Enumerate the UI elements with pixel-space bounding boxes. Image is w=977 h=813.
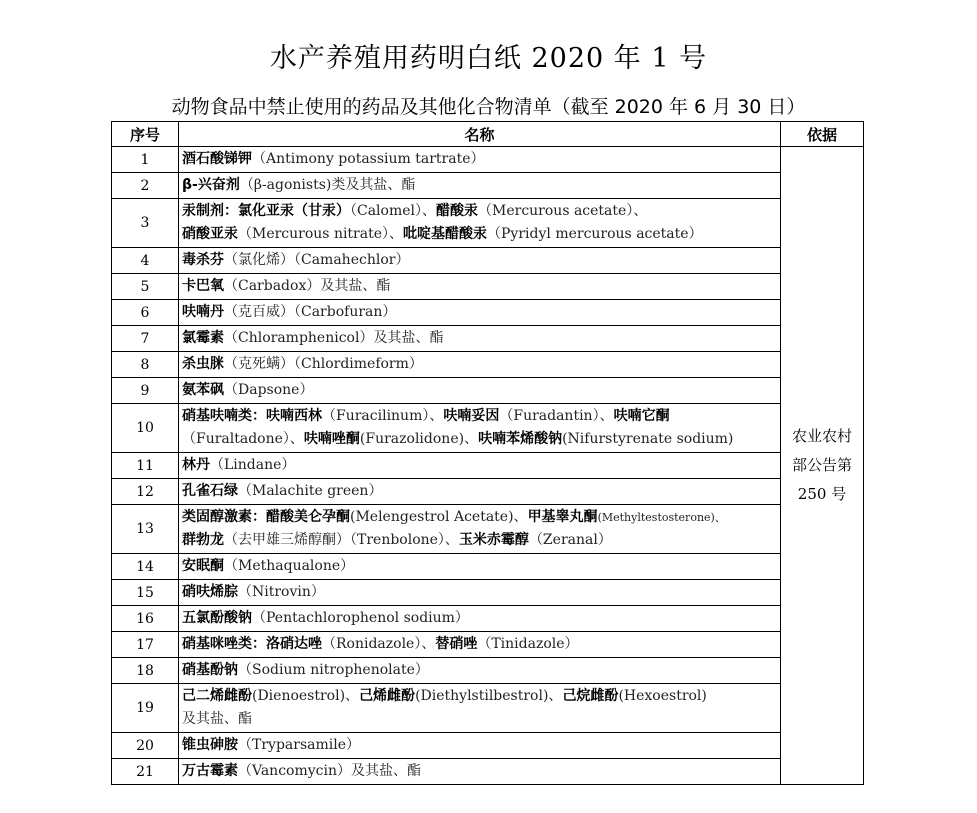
row-number: 3	[112, 199, 179, 248]
substance-term: 己烷雌酚	[562, 688, 619, 704]
table-row	[112, 632, 864, 658]
substance-term: 醋酸汞	[436, 203, 479, 219]
row-number: 17	[112, 632, 179, 658]
substance-name	[179, 684, 781, 733]
table-row	[112, 274, 864, 300]
row-number: 8	[112, 352, 179, 378]
substance-term: 群勃龙	[182, 532, 224, 548]
substance-name	[179, 199, 781, 248]
substance-term: 孔雀石绿	[182, 483, 238, 499]
name-line	[182, 379, 780, 402]
document-subtitle: 动物食品中禁止使用的药品及其他化合物清单（截至 2020 年 6 月 30 日）	[171, 96, 806, 118]
substance-term: 硝基呋喃类：	[182, 408, 266, 424]
table-row	[112, 378, 864, 404]
substance-name	[179, 352, 781, 378]
table-row	[112, 173, 864, 199]
table-row	[112, 248, 864, 274]
substance-detail: （Carbadox）及其盐、酯	[224, 278, 391, 294]
name-line	[182, 555, 780, 578]
header-basis: 依据	[781, 122, 864, 147]
row-number: 19	[112, 684, 179, 733]
substance-term: 甲基睾丸酮	[527, 509, 598, 525]
table-row	[112, 733, 864, 759]
substance-name	[179, 326, 781, 352]
substance-term: 类固醇激素：	[182, 509, 266, 525]
substance-detail: (Diethylstilbestrol)、	[415, 688, 563, 704]
name-line	[182, 607, 780, 630]
substance-term: 硝基酚钠	[182, 662, 238, 678]
substance-term: 醋酸美仑孕酮	[266, 509, 350, 525]
substance-term: 氯化亚汞（甘汞）	[238, 203, 350, 219]
substance-name	[179, 632, 781, 658]
name-line	[182, 405, 780, 428]
row-number: 14	[112, 554, 179, 580]
name-line	[182, 480, 780, 503]
row-number: 20	[112, 733, 179, 759]
substance-detail: （氯化烯）（Camahechlor）	[224, 252, 410, 268]
substance-term: 己烯雌酚	[359, 688, 416, 704]
substance-detail: （Malachite green）	[238, 483, 383, 499]
substance-name	[179, 733, 781, 759]
name-line	[182, 659, 780, 682]
substance-name	[179, 274, 781, 300]
substance-name	[179, 300, 781, 326]
substance-term: 呋喃西林	[266, 408, 322, 424]
substance-term: 安眠酮	[182, 558, 224, 574]
substance-detail: （Antimony potassium tartrate）	[252, 151, 485, 167]
substance-detail: （Furaltadone）、	[182, 431, 304, 447]
substance-name	[179, 147, 781, 173]
substance-term: 己二烯雌酚	[182, 688, 252, 704]
substance-detail: （Pentachlorophenol sodium）	[252, 610, 469, 626]
substance-term: 呋喃妥因	[443, 408, 500, 424]
row-number: 13	[112, 505, 179, 554]
table-body	[112, 147, 864, 785]
substance-detail: （Vancomycin）及其盐、酯	[238, 763, 421, 779]
document-title: 水产养殖用药明白纸 2020 年 1 号	[269, 43, 708, 74]
table-row	[112, 554, 864, 580]
substance-term: 硝酸亚汞	[182, 226, 238, 242]
substance-detail: （Zeranal）	[528, 532, 612, 548]
substance-term: 万古霉素	[182, 763, 238, 779]
substance-term: 氯霉素	[182, 330, 224, 346]
substance-term: 锥虫砷胺	[182, 737, 238, 753]
name-line	[182, 685, 780, 708]
substance-term: 酒石酸锑钾	[182, 151, 252, 167]
substance-term: 氨苯砜	[182, 382, 224, 398]
substance-detail: (Hexoestrol)	[618, 688, 707, 704]
substance-detail: （Nitrovin）	[238, 584, 325, 600]
name-line	[182, 428, 780, 451]
substance-term: 呋喃唑酮	[303, 431, 360, 447]
substance-name	[179, 173, 781, 199]
substance-term: 硝呋烯腙	[182, 584, 238, 600]
name-line	[182, 275, 780, 298]
table-row	[112, 199, 864, 248]
basis-line: 250 号	[797, 485, 847, 503]
name-line	[182, 529, 780, 552]
table-row	[112, 505, 864, 554]
table-row	[112, 352, 864, 378]
substance-term: 呋喃它酮	[613, 408, 670, 424]
substance-term: 卡巴氧	[182, 278, 224, 294]
row-number: 21	[112, 759, 179, 785]
banned-substances-table	[111, 121, 864, 785]
substance-detail: （Furadantin）、	[499, 408, 614, 424]
name-line	[182, 200, 780, 223]
table-row	[112, 147, 864, 173]
substance-term: 呋喃丹	[182, 304, 224, 320]
row-number: 18	[112, 658, 179, 684]
substance-detail: (Melengestrol Acetate)、	[350, 509, 528, 525]
substance-name	[179, 658, 781, 684]
substance-term: 玉米赤霉醇	[458, 532, 529, 548]
substance-name	[179, 453, 781, 479]
name-line	[182, 506, 780, 529]
substance-detail: （Ronidazole）、	[322, 636, 436, 652]
row-number: 7	[112, 326, 179, 352]
table-row	[112, 404, 864, 453]
substance-detail: （Tinidazole）	[477, 636, 579, 652]
row-number: 5	[112, 274, 179, 300]
substance-detail: （Furacilinum）、	[322, 408, 444, 424]
row-number: 11	[112, 453, 179, 479]
substance-detail: （Chloramphenicol）及其盐、酯	[224, 330, 444, 346]
substance-detail: (Dienoestrol)、	[252, 688, 360, 704]
substance-detail: (Nifurstyrenate sodium)	[562, 431, 734, 447]
substance-detail: 及其盐、酯	[182, 711, 252, 727]
substance-name	[179, 554, 781, 580]
substance-name	[179, 404, 781, 453]
substance-name	[179, 248, 781, 274]
substance-term: 硝基咪唑类：	[182, 636, 266, 652]
substance-detail: （Mercurous nitrate）、	[238, 226, 404, 242]
substance-name	[179, 505, 781, 554]
substance-detail: （Methaqualone）	[224, 558, 355, 574]
row-number: 10	[112, 404, 179, 453]
name-line	[182, 301, 780, 324]
name-line	[182, 223, 780, 246]
substance-term: 杀虫脒	[182, 356, 224, 372]
table-row	[112, 326, 864, 352]
substance-name	[179, 606, 781, 632]
substance-detail: （去甲雄三烯醇酮）（Trenbolone）、	[224, 532, 459, 548]
table-row	[112, 580, 864, 606]
basis-line: 农业农村	[791, 427, 852, 445]
row-number: 9	[112, 378, 179, 404]
substance-term: 五氯酚酸钠	[182, 610, 252, 626]
substance-detail: （β-agonists)类及其盐、酯	[239, 177, 416, 193]
name-line	[182, 454, 780, 477]
name-line	[182, 148, 780, 171]
substance-detail: （克死螨）（Chlordimeform）	[224, 356, 423, 372]
name-line	[182, 353, 780, 376]
table-row	[112, 606, 864, 632]
substance-detail: （Calomel）、	[350, 203, 437, 219]
substance-detail: （Lindane）	[210, 457, 296, 473]
table-row	[112, 658, 864, 684]
name-line	[182, 581, 780, 604]
substance-detail: (Methyltestosterone)、	[597, 511, 726, 524]
name-line	[182, 708, 780, 731]
substance-detail: （Dapsone）	[224, 382, 314, 398]
basis-cell	[781, 147, 864, 785]
header-no: 序号	[112, 122, 179, 147]
substance-detail: （Pyridyl mercurous acetate）	[487, 226, 703, 242]
substance-name	[179, 759, 781, 785]
substance-detail: （克百威）（Carbofuran）	[224, 304, 397, 320]
substance-detail: （Sodium nitrophenolate）	[238, 662, 429, 678]
substance-name	[179, 378, 781, 404]
substance-term: 洛硝达唑	[266, 636, 322, 652]
header-name: 名称	[179, 122, 781, 147]
substance-term: 替硝唑	[435, 636, 478, 652]
substance-detail: （Mercurous acetate）、	[478, 203, 648, 219]
row-number: 1	[112, 147, 179, 173]
row-number: 4	[112, 248, 179, 274]
substance-term: 吡啶基醋酸汞	[403, 226, 488, 242]
substance-name	[179, 479, 781, 505]
name-line	[182, 327, 780, 350]
table-row	[112, 479, 864, 505]
substance-term: β-兴奋剂	[182, 177, 240, 193]
row-number: 15	[112, 580, 179, 606]
table-row	[112, 453, 864, 479]
name-line	[182, 633, 780, 656]
name-line	[182, 249, 780, 272]
basis-line: 部公告第	[791, 456, 852, 474]
name-line	[182, 760, 780, 783]
name-line	[182, 174, 780, 197]
name-line	[182, 734, 780, 757]
substance-term: 汞制剂：	[182, 203, 238, 219]
table-row	[112, 300, 864, 326]
substance-detail: (Furazolidone)、	[359, 431, 479, 447]
substance-term: 林丹	[182, 457, 210, 473]
row-number: 6	[112, 300, 179, 326]
substance-detail: （Tryparsamile）	[238, 737, 360, 753]
row-number: 16	[112, 606, 179, 632]
table-row	[112, 759, 864, 785]
table-row	[112, 684, 864, 733]
substance-term: 毒杀芬	[182, 252, 224, 268]
table-header-row	[112, 122, 864, 147]
row-number: 12	[112, 479, 179, 505]
substance-term: 呋喃苯烯酸钠	[478, 431, 563, 447]
substance-name	[179, 580, 781, 606]
row-number: 2	[112, 173, 179, 199]
